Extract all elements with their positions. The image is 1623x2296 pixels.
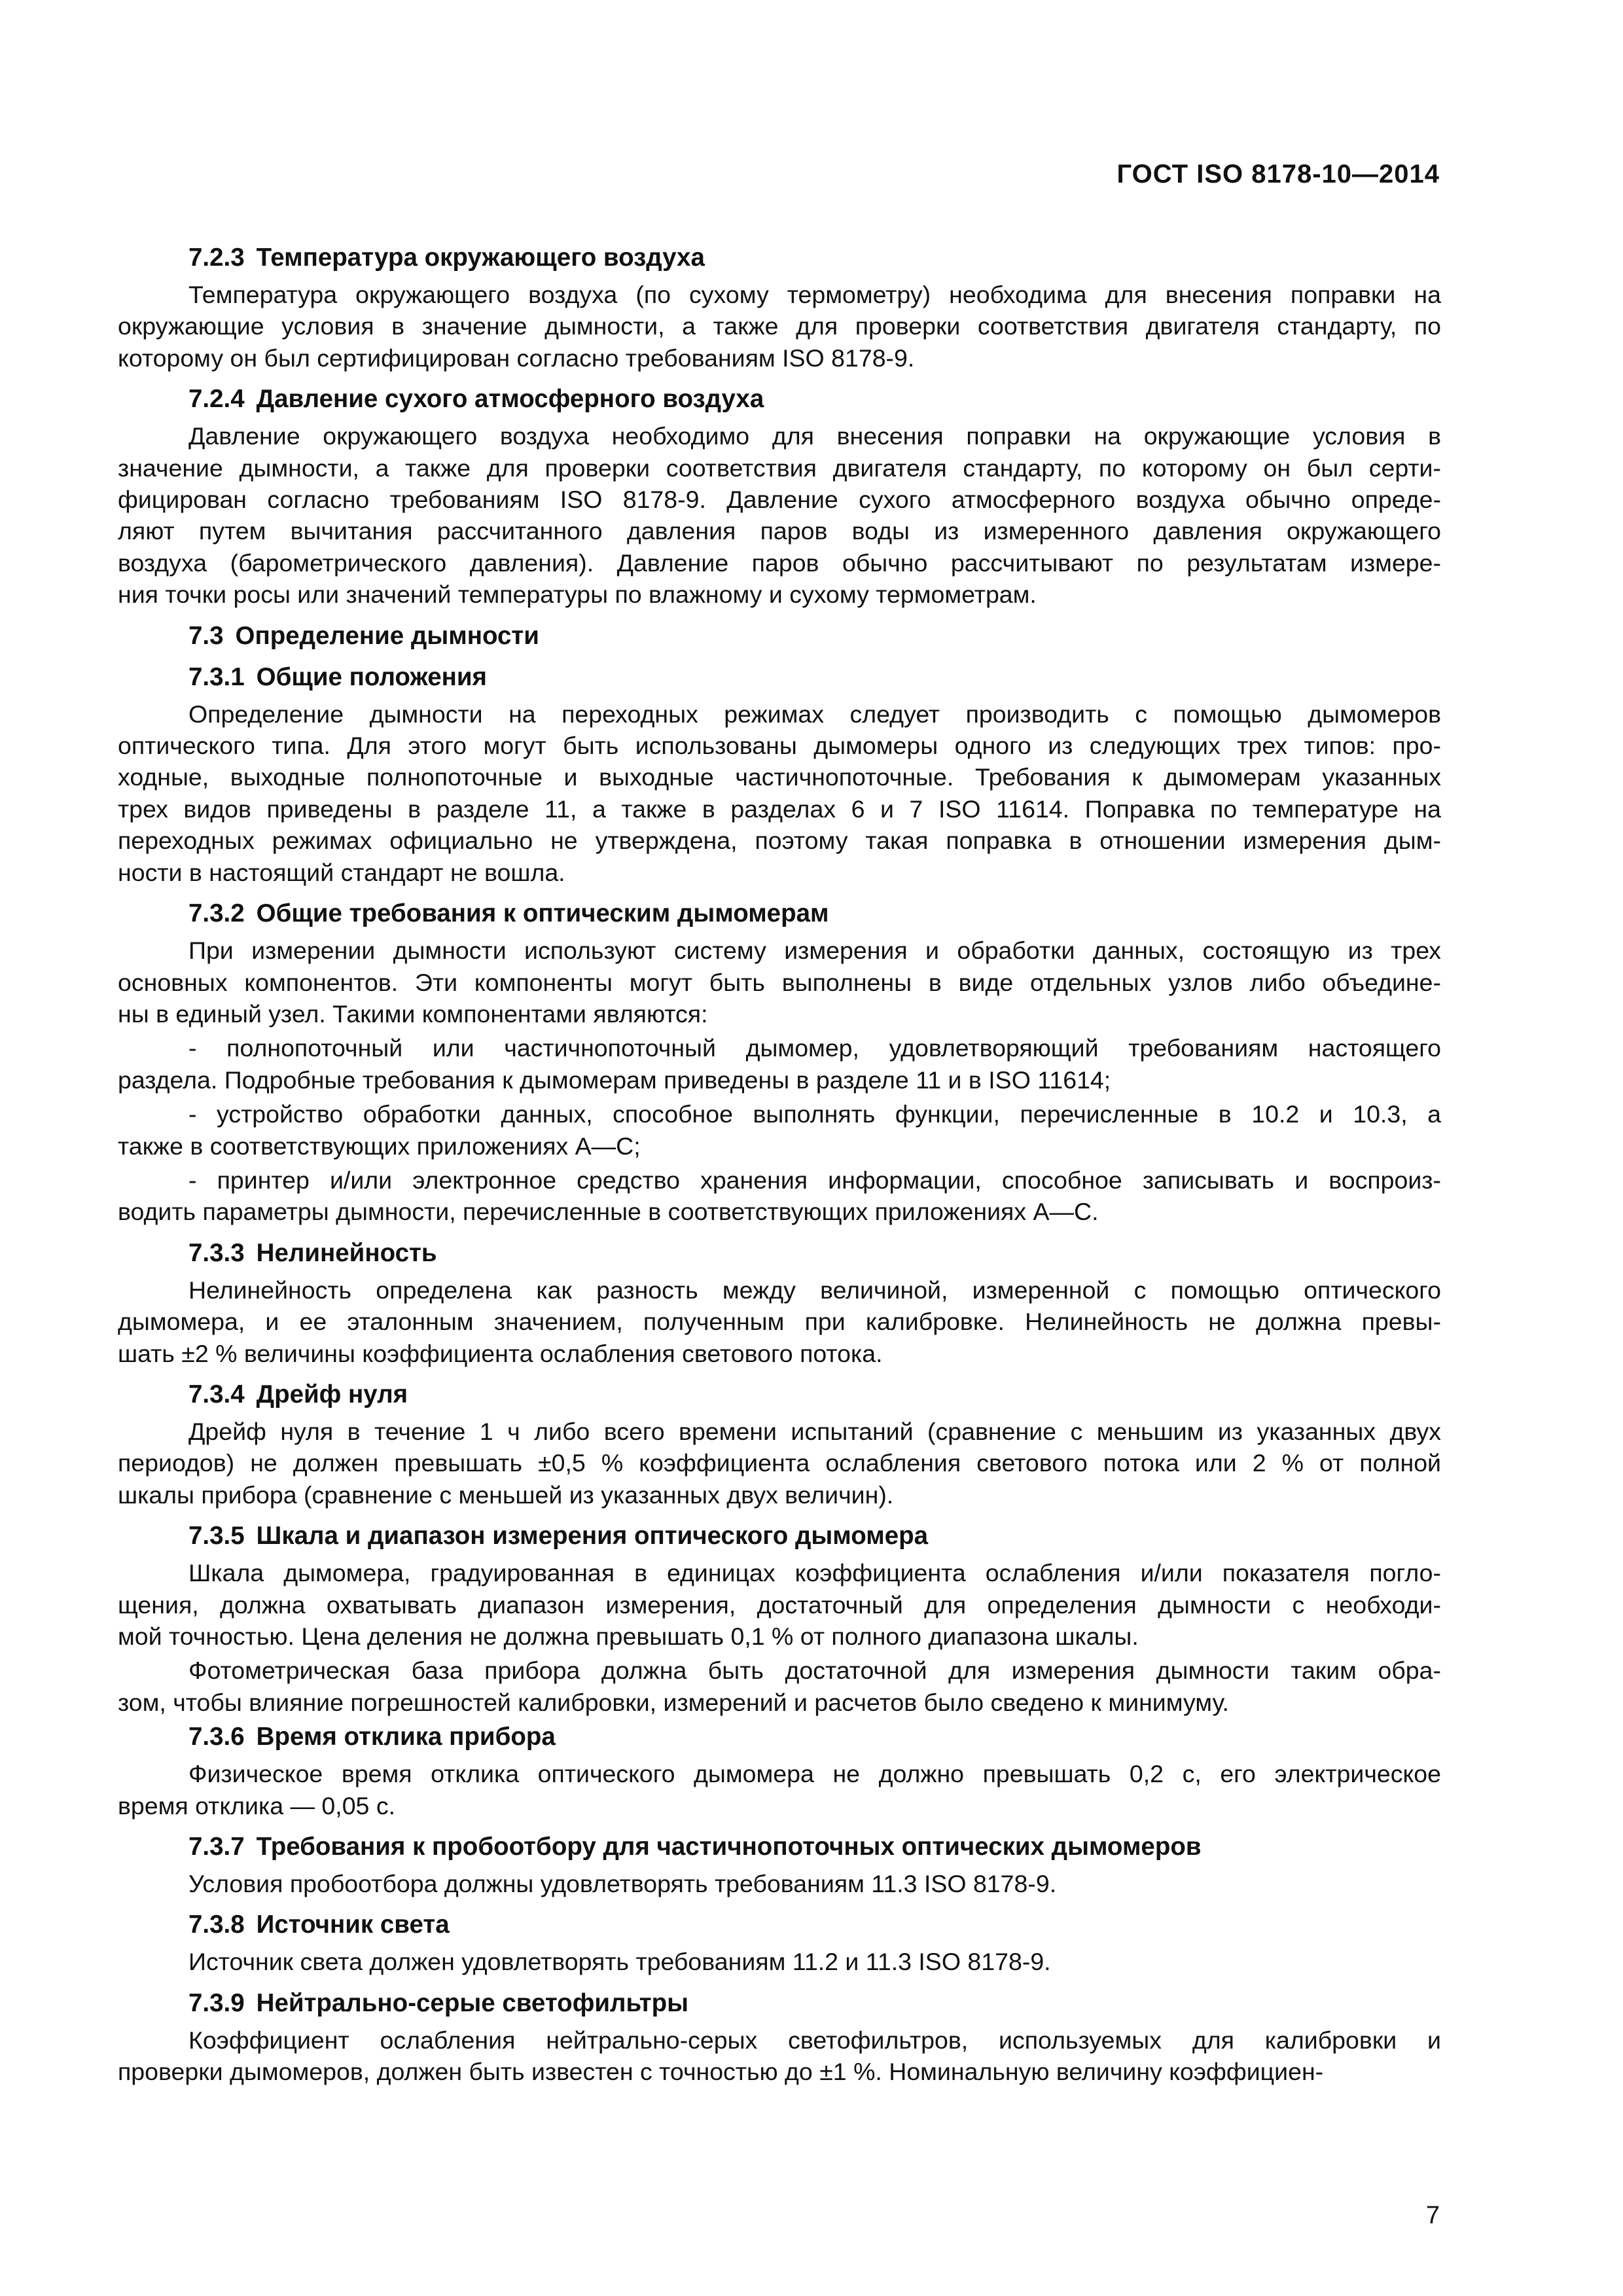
text-line: трех видов приведены в разделе 11, а также в разделах 6 и 7 ISO 11614. Поправка по температуре на — [118, 795, 1441, 823]
section-number: 7.3.5 — [188, 1522, 245, 1551]
section-heading — [118, 1909, 1441, 1941]
paragraph — [118, 1655, 1441, 1718]
text-line: ности в настоящий стандарт не вошла. — [118, 858, 565, 886]
section-title: Температура окружающего воздуха — [256, 243, 705, 272]
text-line: шать ±2 % величины коэффициента ослабления светового потока. — [118, 1339, 883, 1367]
text-line: Физическое время отклика оптического дымомера не должно превышать 0,2 с, его электрическое — [188, 1760, 1441, 1788]
text-line: время отклика — 0,05 с. — [118, 1791, 395, 1820]
section-number: 7.3.3 — [188, 1238, 245, 1267]
section-number: 7.3.9 — [188, 1988, 245, 2017]
text-line: фицирован согласно требованиям ISO 8178-9. Давление сухого атмосферного воздуха обычно опреде- — [118, 486, 1441, 514]
text-line: Источник света должен удовлетворять требованиям 11.2 и 11.3 ISO 8178-9. — [188, 1948, 1051, 1976]
text-line: основных компонентов. Эти компоненты могут быть выполнены в виде отдельных узлов либо объедине- — [118, 968, 1441, 996]
text-line: которому он был сертифицирован согласно требованиям ISO 8178-9. — [118, 344, 915, 372]
standard-code: ГОСТ ISO 8178-10—2014 — [1116, 160, 1440, 188]
paragraph — [118, 1164, 1441, 1228]
text-line: ны в единый узел. Такими компонентами являются: — [118, 999, 708, 1028]
paragraph — [118, 1868, 1441, 1899]
section-title: Шкала и диапазон измерения оптического дымомера — [256, 1522, 929, 1551]
section-title: Общие положения — [256, 662, 487, 691]
document-body — [118, 232, 1441, 2090]
text-line: шкалы прибора (сравнение с меньшей из указанных двух величин). — [118, 1480, 894, 1509]
text-line: - принтер и/или электронное средство хранения информации, способное записывать и воспроиз- — [188, 1166, 1441, 1194]
section-number: 7.3.7 — [188, 1833, 245, 1861]
text-line: Дрейф нуля в течение 1 ч либо всего времени испытаний (сравнение с меньшим из указанных двух — [188, 1417, 1441, 1445]
paragraph — [118, 1758, 1441, 1821]
text-line: Определение дымности на переходных режимах следует производить с помощью дымомеров — [188, 700, 1441, 728]
text-line: значение дымности, а также для проверки соответствия двигателя стандарту, по которому он был серти- — [118, 454, 1441, 482]
section-number: 7.2.4 — [188, 385, 245, 414]
text-line: Фотометрическая база прибора должна быть достаточной для измерения дымности таким обра- — [188, 1657, 1441, 1685]
section-heading — [118, 620, 1441, 652]
paragraph — [118, 1032, 1441, 1096]
section-heading — [118, 1987, 1441, 2019]
text-line: ляют путем вычитания рассчитанного давления паров воды из измеренного давления окружающего — [118, 517, 1441, 545]
text-line: - устройство обработки данных, способное выполнять функции, перечисленные в 10.2 и 10.3, а — [188, 1100, 1441, 1128]
text-line: Коэффициент ослабления нейтрально-серых светофильтров, используемых для калибровки и — [188, 2026, 1441, 2054]
section-title: Источник света — [256, 1910, 450, 1939]
section-heading — [118, 242, 1441, 274]
section-title: Нелинейность — [256, 1238, 437, 1267]
paragraph — [118, 1557, 1441, 1652]
section-number: 7.3.2 — [188, 899, 245, 928]
text-line: Шкала дымомера, градуированная в единицах коэффициента ослабления и/или показателя погло- — [188, 1559, 1441, 1587]
paragraph — [118, 1946, 1441, 1977]
section-number: 7.3 — [188, 621, 224, 650]
text-line: дымомера, и ее эталонным значением, полученным при калибровке. Нелинейность не должна превы- — [118, 1308, 1441, 1336]
section-heading — [118, 1237, 1441, 1269]
paragraph — [118, 1274, 1441, 1369]
section-number: 7.3.6 — [188, 1723, 245, 1751]
text-line: периодов) не должен превышать ±0,5 % коэффициента ослабления светового потока или 2 % от полной — [118, 1449, 1441, 1477]
section-heading — [118, 1520, 1441, 1552]
section-number: 7.3.8 — [188, 1910, 245, 1939]
section-heading — [118, 1721, 1441, 1753]
section-title: Требования к пробоотбору для частичнопоточных оптических дымомеров — [256, 1833, 1202, 1861]
text-line: Температура окружающего воздуха (по сухому термометру) необходима для внесения поправки на — [188, 281, 1441, 308]
text-line: ния точки росы или значений температуры по влажному и сухому термометрам. — [118, 581, 1037, 609]
text-line: ходные, выходные полнопоточные и выходные частичнопоточные. Требования к дымомерам указанных — [118, 763, 1441, 791]
section-heading — [118, 383, 1441, 415]
text-line: Нелинейность определена как разность между величиной, измеренной с помощью оптического — [188, 1276, 1441, 1304]
paragraph — [118, 935, 1441, 1030]
paragraph — [118, 420, 1441, 610]
text-line: Условия пробоотбора должны удовлетворять требованиям 11.3 ISO 8178-9. — [188, 1870, 1057, 1898]
section-heading — [118, 897, 1441, 929]
section-heading — [118, 1831, 1441, 1863]
paragraph — [118, 698, 1441, 888]
section-title: Нейтрально-серые светофильтры — [256, 1988, 689, 2017]
text-line: переходных режимах официально не утверждена, поэтому такая поправка в отношении измерения дым- — [118, 827, 1441, 855]
text-line: щения, должна охватывать диапазон измерения, достаточный для определения дымности с необходи- — [118, 1590, 1441, 1619]
section-title: Время отклика прибора — [256, 1723, 556, 1751]
section-title: Дрейф нуля — [256, 1380, 408, 1408]
paragraph — [118, 1098, 1441, 1162]
paragraph — [118, 1416, 1441, 1511]
text-line: окружающие условия в значение дымности, а также для проверки соответствия двигателя стандарту, по — [118, 312, 1441, 340]
section-number: 7.3.1 — [188, 662, 245, 691]
section-title: Определение дымности — [235, 621, 539, 650]
section-heading — [118, 661, 1441, 693]
section-number: 7.3.4 — [188, 1380, 245, 1408]
section-heading — [118, 1378, 1441, 1410]
paragraph — [118, 279, 1441, 374]
text-line: водить параметры дымности, перечисленные в соответствующих приложениях А—С. — [118, 1198, 1099, 1226]
section-title: Давление сухого атмосферного воздуха — [256, 385, 764, 414]
text-line: При измерении дымности используют систему измерения и обработки данных, состоящую из трех — [188, 937, 1441, 965]
text-line: - полнопоточный или частичнопоточный дымомер, удовлетворяющий требованиям настоящего — [188, 1034, 1441, 1062]
text-line: мой точностью. Цена деления не должна превышать 0,1 % от полного диапазона шкалы. — [118, 1623, 1139, 1650]
text-line: оптического типа. Для этого могут быть использованы дымомеры одного из следующих трех типов: про- — [118, 732, 1441, 760]
text-line: Давление окружающего воздуха необходимо для внесения поправки на окружающие условия в — [188, 422, 1441, 450]
text-line: раздела. Подробные требования к дымомерам приведены в разделе 11 и в ISO 11614; — [118, 1066, 1111, 1094]
text-line: зом, чтобы влияние погрешностей калибровки, измерений и расчетов было сведено к минимуму. — [118, 1688, 1229, 1716]
section-title: Общие требования к оптическим дымомерам — [256, 899, 829, 928]
text-line: воздуха (барометрического давления). Давление паров обычно рассчитывают по результатам измере- — [118, 548, 1441, 577]
section-number: 7.2.3 — [188, 243, 245, 272]
text-line: также в соответствующих приложениях А—С; — [118, 1132, 641, 1160]
page-number: 7 — [1425, 2202, 1440, 2229]
text-line: проверки дымомеров, должен быть известен с точностью до ±1 %. Номинальную величину коэффициен- — [118, 2058, 1324, 2086]
paragraph — [118, 2024, 1441, 2088]
